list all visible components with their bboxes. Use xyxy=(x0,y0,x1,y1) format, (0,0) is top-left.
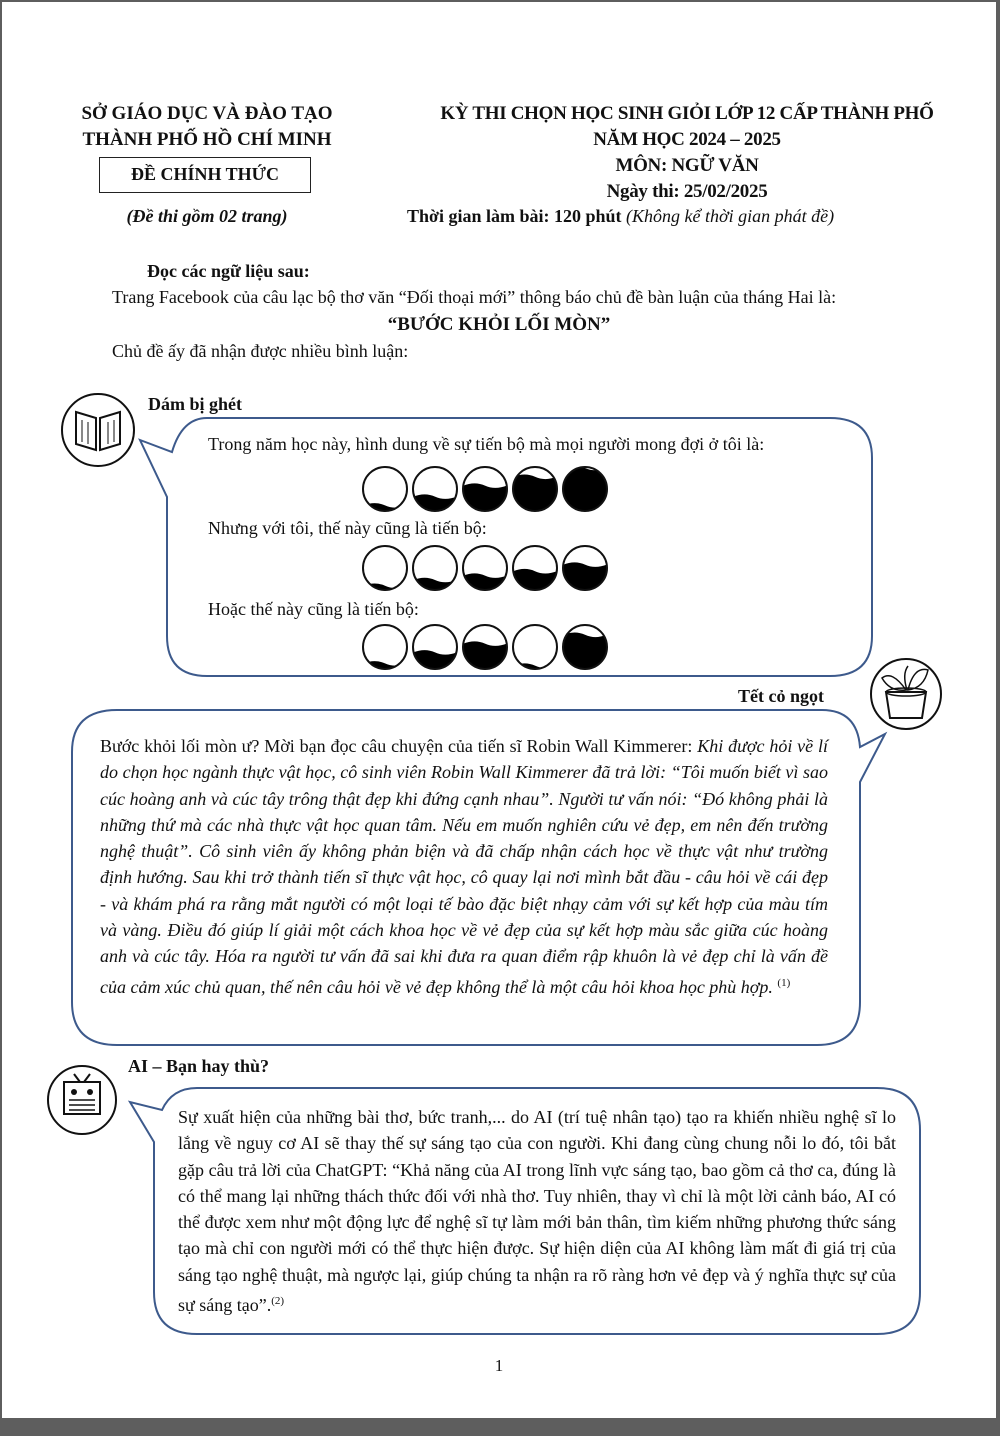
water-fill-2-5 xyxy=(561,562,609,592)
time-allowed: Thời gian làm bài: 120 phút xyxy=(407,206,622,226)
progress-circle-1-1 xyxy=(363,467,407,511)
row1-label: Trong năm học này, hình dung về sự tiến bộ mà mọi người mong đợi ở tôi là: xyxy=(208,434,765,454)
comment2-text xyxy=(100,733,828,1000)
exam-date: Ngày thi: 25/02/2025 xyxy=(606,181,768,202)
time-note: (Không kể thời gian phát đề) xyxy=(626,206,835,226)
water-fill-1-3 xyxy=(461,483,509,513)
footnote-2: (2) xyxy=(271,1295,285,1308)
water-fill-2-4 xyxy=(511,569,559,592)
topic-title: “BƯỚC KHỎI LỐI MÒN” xyxy=(387,314,611,335)
progress-circle-2-1 xyxy=(363,546,407,590)
potted-plant-icon xyxy=(871,659,941,729)
progress-circle-3-4 xyxy=(513,625,557,669)
author-3: AI – Bạn hay thù? xyxy=(128,1056,270,1076)
open-book-icon xyxy=(62,394,134,466)
speech-bubble-1 xyxy=(140,418,872,676)
water-fill-3-5 xyxy=(561,633,609,671)
progress-circle-3-1 xyxy=(363,625,407,669)
progress-row-3 xyxy=(361,625,609,671)
progress-row-1 xyxy=(361,466,609,513)
page-number: 1 xyxy=(494,1356,504,1375)
subject: MÔN: NGỮ VĂN xyxy=(615,155,759,176)
water-fill-1-5 xyxy=(561,466,609,513)
pages-note: (Đề thi gồm 02 trang) xyxy=(126,206,288,226)
row2-label: Nhưng với tôi, thế này cũng là tiến bộ: xyxy=(208,518,487,538)
water-fill-3-3 xyxy=(461,641,509,671)
read-label: Đọc các ngữ liệu sau: xyxy=(147,261,310,281)
city-name: THÀNH PHỐ HỒ CHÍ MINH xyxy=(82,129,332,150)
row3-label: Hoặc thế này cũng là tiến bộ: xyxy=(208,599,419,619)
comment2-lead: Bước khỏi lối mòn ư? Mời bạn đọc câu chuyện của tiến sĩ Robin Wall Kimmerer: xyxy=(100,736,693,756)
intro-line2: Chủ đề ấy đã nhận được nhiều bình luận: xyxy=(112,341,409,361)
intro-line1: Trang Facebook của câu lạc bộ thơ văn “Đối thoại mới” thông báo chủ đề bàn luận của tháng Hai là: xyxy=(112,287,837,307)
author-1: Dám bị ghét xyxy=(148,394,242,414)
robot-icon xyxy=(48,1066,116,1134)
comment3-text xyxy=(178,1104,896,1318)
comment3-body: Sự xuất hiện của những bài thơ, bức tranh,... do AI (trí tuệ nhân tạo) tạo ra khiến nhiều nghệ sĩ lo lắng về nguy cơ AI sẽ thay thế sự sáng tạo của con người. Khi đang cùng chung nỗi lo đó, tôi bắt gặp câu trả lời của ChatGPT: “Khả năng của AI trong lĩnh vực sáng tạo, bao gồm cả thơ ca, đúng là có thể mang lại những thách thức đối với nhà thơ. Tuy nhiên, thay vì chỉ là một lời cảnh báo, AI có thể được xem như một động lực để nghệ sĩ tự làm mới bản thân, tìm kiếm những phương thức sáng tạo mà chỉ con người mới có thể thực hiện được. Sự hiện diện của AI không làm mất đi giá trị của sáng tạo nghệ thuật, mà ngược lại, giúp chúng ta nhận ra rõ ràng hơn vẻ đẹp và ý nghĩa thực sự của sự sáng tạo”. xyxy=(178,1107,896,1316)
official-label: ĐỀ CHÍNH THỨC xyxy=(99,157,311,193)
water-fill-1-4 xyxy=(511,475,559,513)
author-2: Tết cỏ ngọt xyxy=(738,686,824,706)
exam-title: KỲ THI CHỌN HỌC SINH GIỎI LỚP 12 CẤP THÀNH PHỐ xyxy=(440,103,934,124)
footnote-1: (1) xyxy=(777,976,791,989)
comment2-story: Khi được hỏi về lí do chọn học ngành thực vật học, cô sinh viên Robin Wall Kimmerer đã trả lời: “Tôi muốn biết vì sao cúc hoàng anh và cúc tây trông thật đẹp khi đứng cạnh nhau”. Người tư vấn nói: “Đó không phải là những thứ mà các nhà thực vật học quan tâm. Nếu em muốn nghiên cứu vẻ đẹp, em nên đến trường nghệ thuật”. Cô sinh viên ấy không phản biện và đã chấp nhận cách học về thực vật như trường định hướng. Sau khi trở thành tiến sĩ thực vật học, cô quay lại nơi mình bắt đầu - câu hỏi về cái đẹp - và khám phá ra rằng mắt người có một loại tế bào đặc biệt nhạy cảm với sự kết hợp của màu tím và vàng. Điều đó giúp lí giải một cách khoa học về vẻ đẹp của sự kết hợp màu sắc giữa cúc hoàng anh và cúc tây. Hóa ra người tư vấn đã sai khi đưa ra quan điểm rập khuôn là vẻ đẹp chỉ là vấn đề của cảm xúc chủ quan, thế nên câu hỏi về vẻ đẹp không thể là một câu hỏi khoa học phù hợp. xyxy=(100,736,829,997)
school-year: NĂM HỌC 2024 – 2025 xyxy=(593,129,781,150)
exam-page xyxy=(2,2,996,1418)
department-name: SỞ GIÁO DỤC VÀ ĐÀO TẠO xyxy=(81,103,333,124)
progress-row-2 xyxy=(361,546,609,592)
